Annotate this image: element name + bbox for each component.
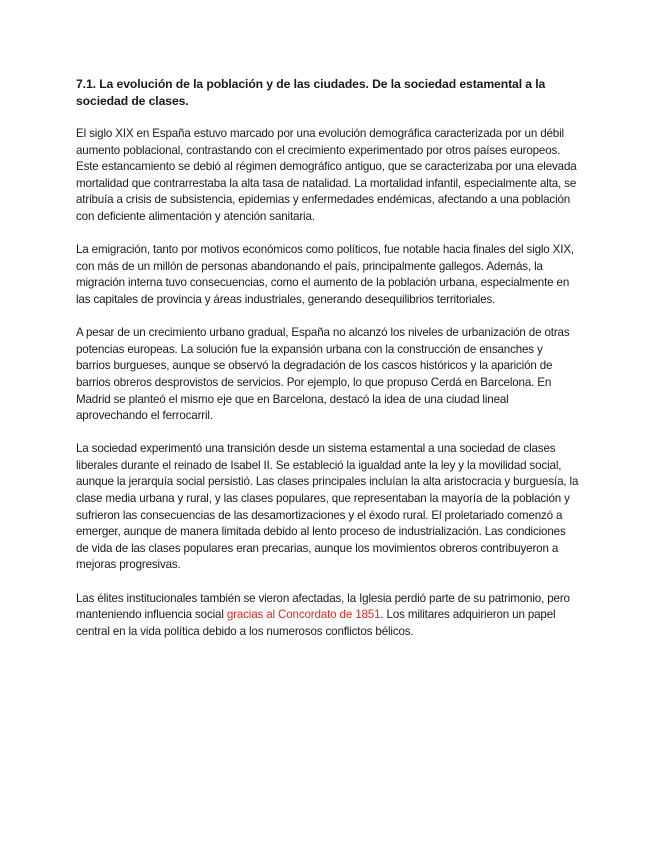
paragraph-urbanization: A pesar de un crecimiento urbano gradual, España no alcanzó los niveles de urbanización de otras potencias europeas. La solución fue la expansión urbana con la construcción de ensanches y barrios burgueses, aunque se observó la degradación de los cascos históricos y la aparición de barrios obreros desprovistos de servicios. Por ejemplo, lo que propuso Cerdá en Barcelona. En Madrid se planteó el mismo eje que en Barcelona, destacó la idea de una ciudad lineal aprovechando el ferrocarril. bbox=[76, 326, 570, 423]
paragraph-demography: El siglo XIX en España estuvo marcado por una evolución demográfica caracterizada por un débil aumento poblacional, contrastando con el crecimiento experimentado por otros países europeos. Este estancamiento se debió al régimen demográfico antiguo, que se caracterizaba por una elevada mortalidad que contrarrestaba la alta tasa de natalidad. La mortalidad infantil, especialmente alta, se atribuía a crisis de subsistencia, epidemias y enfermedades endémicas, afectando a una población con deficiente alimentación y atención sanitaria. bbox=[76, 127, 577, 223]
paragraph-elites-text-start: Las élites institucionales también se vieron afectadas, la Iglesia perdió parte de su patrimonio, pero manteniendo influencia social bbox=[76, 591, 570, 622]
highlighted-text: gracias al Concordato de 1851 bbox=[226, 608, 381, 622]
document-page bbox=[76, 76, 580, 657]
paragraph-elites bbox=[76, 591, 580, 641]
paragraph-emigration: La emigración, tanto por motivos económicos como políticos, fue notable hacia finales del siglo XIX, con más de un millón de personas abandonando el país, principalmente gallegos. Además, la migración interna tuvo consecuencias, como el aumento de la población urbana, especialmente en las capitales de provincia y áreas industriales, generando desequilibrios territoriales. bbox=[76, 243, 574, 306]
paragraph-elites-text-end: . Los militares adquirieron un papel central en la vida política debido a los numerosos conflictos bélicos. bbox=[76, 608, 556, 638]
paragraph-society: La sociedad experimentó una transición desde un sistema estamental a una sociedad de clases liberales durante el reinado de Isabel II. Se estableció la igualdad ante la ley y la movilidad social, aunque la jerarquía social persistió. Las clases principales incluían la alta aristocracia y burguesía, la clase media urbana y rural, y las clases populares, que representaban la mayoría de la población y sufrieron las consecuencias de las desamortizaciones y el éxodo rural. El proletariado comenzó a emerger, aunque de manera limitada debido al lento proceso de industrialización. Las condiciones de vida de las clases populares eran precarias, aunque los movimientos obreros contribuyeron a mejoras progresivas. bbox=[76, 442, 579, 572]
section-heading: 7.1. La evolución de la población y de las ciudades. De la sociedad estamental a la sociedad de clases. bbox=[76, 77, 546, 108]
